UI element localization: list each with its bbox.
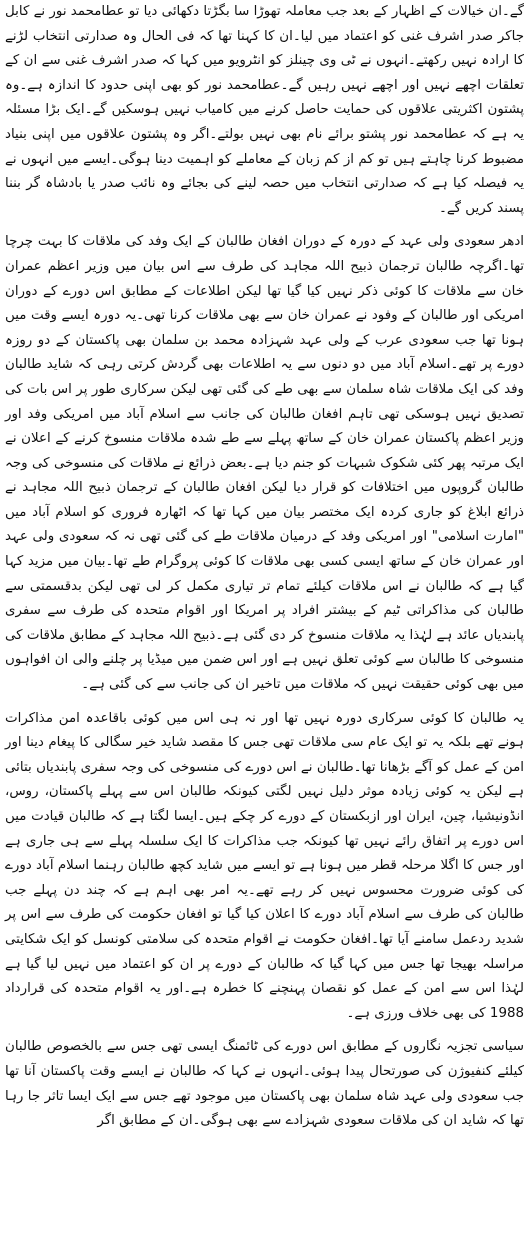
article-paragraph-4: سیاسی تجزیہ نگاروں کے مطابق اس دورے کی ٹائمنگ ایسی تھی جس سے بالخصوص طالبان کیلئے کنفیوژن کی صورتحال پیدا ہوئی۔انہوں نے کہا کہ طالبان نے ایسے وقت پاکستان آنا تھا جب سعودی ولی عہد شاہ سلمان بھی پاکستان میں موجود تھے جس سے ایک ایسا تاثر جا رہا تھا کہ شاید ان کی ملاقات سعودی شہزادے سے بھی ہوگی۔ان کے مطابق اگر <box>5 1039 524 1129</box>
article-paragraph-3: یہ طالبان کا کوئی سرکاری دورہ نہیں تھا اور نہ ہی اس میں کوئی باقاعدہ امن مذاکرات ہونے تھے بلکہ یہ تو ایک عام سی ملاقات تھی جس کا مقصد شاید خیر سگالی کا پیغام دینا اور امن کے عمل کو آگے بڑھانا تھا۔طالبان نے اس دورے کی منسوخی کی وجہ سفری پابندیاں بتائی ہے لیکن یہ کوئی زیادہ موثر دلیل نہیں لگتی کیونکہ طالبان اس سے پہلے پاکستان، روس، انڈونیشیا، چین، ایران اور ازبکستان کے دورے کر چکے ہیں۔ایسا لگتا ہے کہ طالبان قیادت میں اس دورے پر اتفاق رائے نہیں تھا کیونکہ جب مذاکرات کا ایک سلسلہ پہلے سے ہی جاری ہے اور جس کا اگلا مرحلہ قطر میں ہونا ہے تو ایسے میں شاید کچھ طالبان رہنما اسلام آباد دورے کی کوئی ضرورت محسوس نہیں کر رہے تھے۔یہ امر بھی اہم ہے کہ چند دن پہلے جب طالبان کی طرف سے اسلام آباد دورے کا اعلان کیا گیا تو افغان حکومت کی طرف سے اس پر شدید ردعمل سامنے آیا تھا۔افغان حکومت نے اقوام متحدہ کی سلامتی کونسل کو ایک شکایتی مراسلہ بھیجا تھا جس میں کہا گیا کہ طالبان کے دورے پر ان کو اعتماد میں نہیں لیا گیا ہے لہٰذا اس سے امن کے عمل کو نقصان پہنچنے کا خطرہ ہے۔اور یہ اقوام متحدہ کی قرارداد 1988 کی بھی خلاف ورزی ہے۔ <box>5 710 524 1021</box>
article-paragraph-1: گے۔ان خیالات کے اظہار کے بعد جب معاملہ تھوڑا سا بگڑتا دکھائی دیا تو عطامحمد نور نے کابل جاکر صدر اشرف غنی کو اعتماد میں لیا۔ان کا کہنا تھا کہ فی الحال وہ صدارتی انتخاب لڑنے کا ارادہ نہیں رکھتے۔انہوں نے ٹی وی چینلز کو انٹرویو میں کہا کہ صدر اشرف غنی سے ان کے تعلقات اچھے نہیں اور اچھے نہیں رہیں گے۔عطامحمد نور کو بھی اپنی حدود کا اندازہ ہے۔وہ پشتون اکثریتی علاقوں کی حمایت حاصل کرنے میں کامیاب نہیں ہوسکیں گے۔ایک بڑا مسئلہ یہ ہے کہ عطامحمد نور پشتو برائے نام بھی نہیں بولتے۔اگر وہ پشتون علاقوں میں اپنی بنیاد مضبوط کرنا چاہتے ہیں تو کم از کم زبان کے معاملے کو اہمیت دینا ہوگی۔ایسے میں انہوں نے یہ فیصلہ کیا ہے کہ صدارتی انتخاب میں حصہ لینے کی بجائے وہ نائب صدر یا بادشاہ گر بننا پسند کریں گے۔ <box>5 4 524 216</box>
article-paragraph-2: ادھر سعودی ولی عہد کے دورہ کے دوران افغان طالبان کے ایک وفد کی ملاقات کا بہت چرچا تھا۔اگرچہ طالبان ترجمان ذبیح اللہ مجاہد کی طرف سے اس بیان میں وزیر اعظم عمران خان سے ملاقات کا کوئی ذکر نہیں کیا گیا تھا لیکن اطلاعات کے مطابق اس دورے کے دوران امریکی اور طالبان کے وفود نے عمران خان سے بھی ملاقات کرنا تھی۔یہ دورہ ایسے وقت میں ہونا تھا جب سعودی عرب کے ولی عہد شہزادہ محمد بن سلمان بھی پاکستان کے دو روزہ دورے پر تھے۔اسلام آباد میں دو دنوں سے یہ اطلاعات بھی گردش کرتی رہی کہ شاید طالبان وفد کی ایک ملاقات شاہ سلمان سے بھی طے کی گئی تھی لیکن سرکاری طور پر اس بات کی تصدیق نہیں ہوسکی تھی تاہم افغان طالبان کی جانب سے اسلام آباد میں امریکی وفد اور وزیر اعظم پاکستان عمران خان کے ساتھ پہلے سے طے شدہ ملاقات منسوخ کرنے کے اعلان نے ایک مرتبہ پھر کئی شکوک شبہات کو جنم دیا ہے۔بعض ذرائع نے ملاقات کی منسوخی کی وجہ طالبان گروپوں میں اختلافات کو قرار دیا لیکن افغان طالبان کے ترجمان ذبیح اللہ مجاہد نے ذرائع ابلاغ کو جاری کردہ ایک مختصر بیان میں کہا تھا کہ اٹھارہ فروری کو اسلام آباد میں "امارت اسلامی" اور امریکی وفد کے درمیان ملاقات طے کی گئی تھی نہ کہ سعودی ولی عہد اور عمران خان کے ساتھ ایسی کسی بھی ملاقات کا کوئی پروگرام طے تھا۔بیان میں مزید کہا گیا ہے کہ طالبان نے اس ملاقات کیلئے تمام تر تیاری مکمل کر لی تھی لیکن بدقسمتی سے طالبان کی مذاکراتی ٹیم کے بیشتر افراد پر امریکا اور اقوام متحدہ کی طرف سے سفری پابندیاں عائد ہے لہٰذا یہ ملاقات منسوخ کر دی گئی ہے۔ذبیح اللہ مجاہد کے مطابق ملاقات کی منسوخی کا طالبان سے کوئی تعلق نہیں ہے اور اس ضمن میں میڈیا پر چلنے والی ان افواہوں میں بھی کوئی حقیقت نہیں کہ ملاقات میں تاخیر ان کی جانب سے کی گئی ہے۔ <box>5 234 524 693</box>
